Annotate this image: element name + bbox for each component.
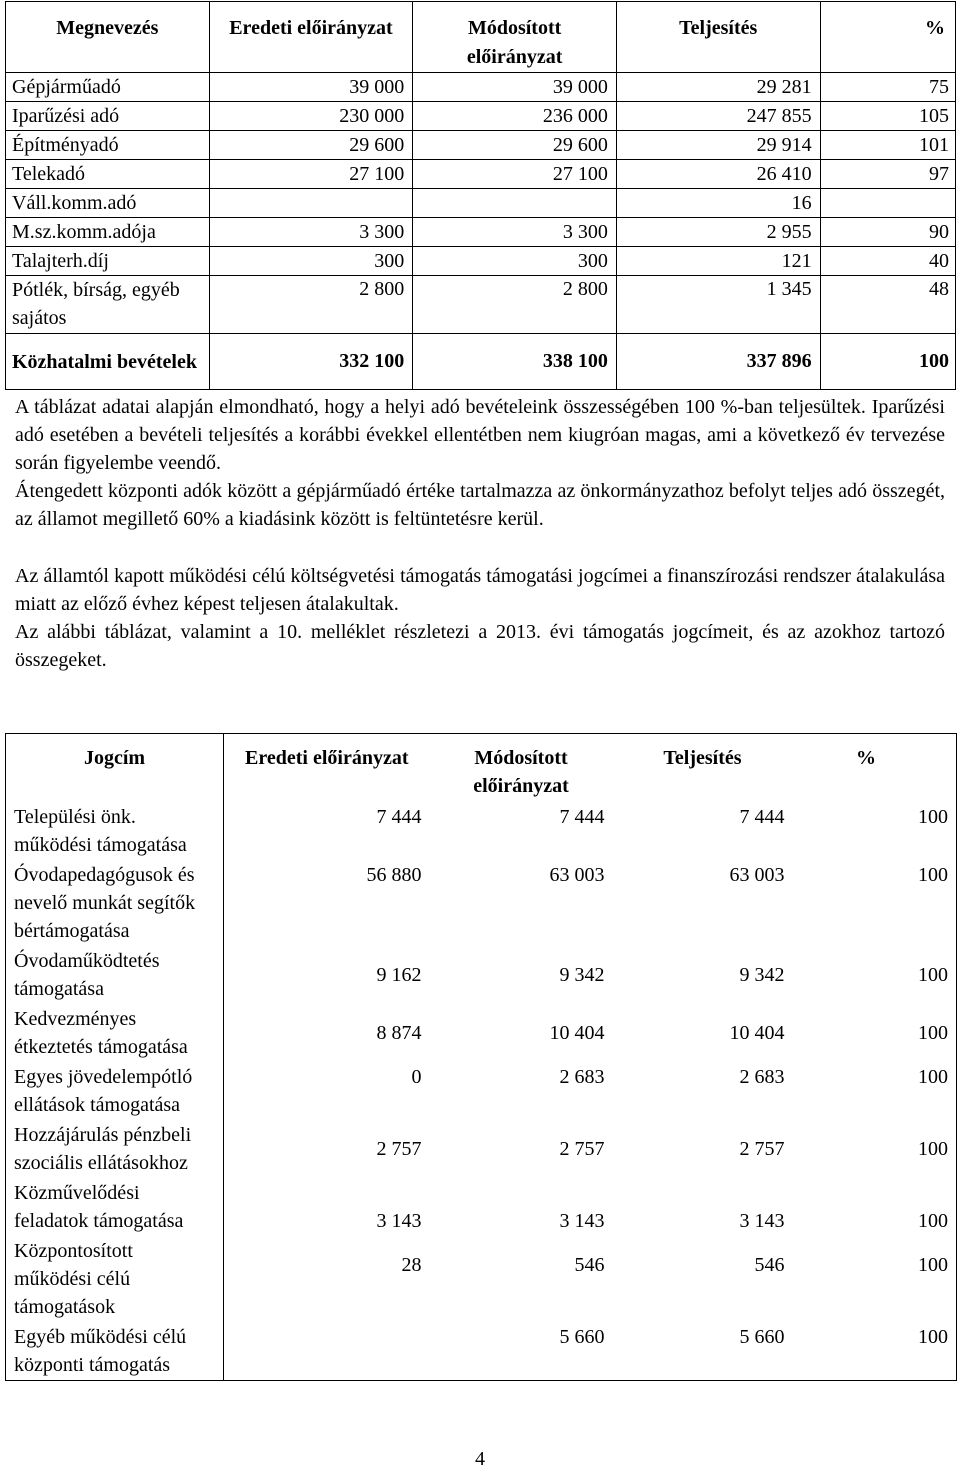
total-pct: 100 <box>820 334 955 390</box>
row-pct: 100 <box>793 1237 957 1323</box>
row-teljesites: 1 345 <box>616 276 820 334</box>
table-row <box>6 1005 957 1063</box>
row-pct: 75 <box>820 73 955 102</box>
row-eredeti: 27 100 <box>209 160 413 189</box>
total-teljesites: 337 896 <box>616 334 820 390</box>
row-teljesites: 2 955 <box>616 218 820 247</box>
row-teljesites: 5 660 <box>613 1323 793 1381</box>
row-pct: 100 <box>793 1063 957 1121</box>
row-modositott: 39 000 <box>413 73 617 102</box>
row-modositott: 236 000 <box>413 102 617 131</box>
row-pct: 105 <box>820 102 955 131</box>
row-teljesites: 26 410 <box>616 160 820 189</box>
row-name: Építményadó <box>6 131 210 160</box>
row-name: Telekadó <box>6 160 210 189</box>
table-row <box>6 131 956 160</box>
state-support-table <box>5 733 957 1381</box>
row-teljesites: 7 444 <box>739 805 785 828</box>
row-modositott: 2 800 <box>413 276 617 334</box>
row-name: Óvodapedagógusok és nevelő munkát segítők bértámogatása <box>6 861 224 947</box>
row-eredeti: 300 <box>209 247 413 276</box>
table-row <box>6 1063 957 1121</box>
row-modositott: 2 757 <box>559 1137 605 1160</box>
row-teljesites: 2 683 <box>739 1065 785 1088</box>
col-header-jogcim: Jogcím <box>6 734 224 803</box>
row-teljesites: 3 143 <box>739 1209 785 1232</box>
row-name: M.sz.komm.adója <box>6 218 210 247</box>
row-modositott: 5 660 <box>430 1323 613 1381</box>
row-name: Települési önk. működési támogatása <box>6 803 224 861</box>
row-modositott: 546 <box>574 1253 605 1276</box>
row-eredeti: 3 300 <box>209 218 413 247</box>
row-teljesites: 10 404 <box>729 1021 785 1044</box>
row-pct: 100 <box>793 1179 957 1237</box>
table-row <box>6 218 956 247</box>
row-teljesites: 546 <box>754 1253 785 1276</box>
paragraph-vehicle-tax: Átengedett központi adók között a gépjárműadó értéke tartalmazza az önkormányzathoz befolyt teljes adó összegét, az államot megillető 60% a kiadásink között is feltüntetésre kerül. <box>15 480 945 530</box>
row-eredeti: 0 <box>411 1065 422 1088</box>
table-row <box>6 1323 957 1381</box>
row-name: Váll.komm.adó <box>6 189 210 218</box>
row-eredeti: 7 444 <box>376 805 422 828</box>
row-eredeti: 8 874 <box>376 1021 422 1044</box>
row-modositott: 63 003 <box>549 863 605 886</box>
row-eredeti: 2 800 <box>209 276 413 334</box>
col-header-name: Megnevezés <box>6 2 210 73</box>
row-eredeti: 3 143 <box>376 1209 422 1232</box>
row-name: Hozzájárulás pénzbeli szociális ellátásokhoz <box>6 1121 224 1179</box>
paragraph-tax-revenue: A táblázat adatai alapján elmondható, hogy a helyi adó bevételeink összességében 100 %-ban teljesültek. Iparűzési adó esetében a bevételi teljesítés a korábbi évekkel ellentétben nem kiugróan magas, ami a következő év tervezése során figyelembe veendő. <box>15 396 945 474</box>
table-row <box>6 73 956 102</box>
table-header-row <box>6 2 956 73</box>
col-header-pct: % <box>793 734 957 803</box>
row-pct: 101 <box>820 131 955 160</box>
row-pct: 90 <box>820 218 955 247</box>
row-name: Talajterh.díj <box>6 247 210 276</box>
table-row <box>6 102 956 131</box>
row-name: Egyéb működési célú központi támogatás <box>6 1323 224 1381</box>
row-pct: 48 <box>820 276 955 334</box>
row-modositott: 27 100 <box>413 160 617 189</box>
row-name: Kedvezményes étkeztetés támogatása <box>6 1005 224 1063</box>
row-teljesites: 29 914 <box>616 131 820 160</box>
row-eredeti: 9 162 <box>376 963 422 986</box>
row-pct: 100 <box>793 803 957 861</box>
row-teljesites: 29 281 <box>616 73 820 102</box>
table-total-row <box>6 334 956 390</box>
row-name: Egyes jövedelempótló ellátások támogatása <box>6 1063 224 1121</box>
table-row <box>6 276 956 334</box>
row-pct: 40 <box>820 247 955 276</box>
row-name: Pótlék, bírság, egyéb sajátos <box>6 276 210 334</box>
total-modositott: 338 100 <box>413 334 617 390</box>
row-name: Közművelődési feladatok támogatása <box>6 1179 224 1237</box>
row-teljesites: 16 <box>616 189 820 218</box>
row-eredeti <box>224 1323 430 1381</box>
row-modositott: 3 300 <box>413 218 617 247</box>
table-row <box>6 160 956 189</box>
col-header-modositott: Módosított előirányzat <box>430 734 613 803</box>
row-eredeti: 39 000 <box>209 73 413 102</box>
row-pct: 100 <box>793 861 957 947</box>
table-row <box>6 189 956 218</box>
row-modositott: 29 600 <box>413 131 617 160</box>
table-row <box>6 947 957 1005</box>
text-block-tax-analysis <box>15 393 945 533</box>
row-modositott <box>413 189 617 218</box>
row-name: Gépjárműadó <box>6 73 210 102</box>
row-teljesites: 2 757 <box>739 1137 785 1160</box>
row-modositott: 2 683 <box>559 1065 605 1088</box>
row-pct: 97 <box>820 160 955 189</box>
row-pct: 100 <box>793 1323 957 1381</box>
row-pct: 100 <box>793 1121 957 1179</box>
table-row <box>6 247 956 276</box>
col-header-modositott: Módosított előirányzat <box>413 2 617 73</box>
table-row <box>6 1237 957 1323</box>
col-header-eredeti: Eredeti előirányzat <box>209 2 413 73</box>
row-eredeti: 2 757 <box>376 1137 422 1160</box>
row-pct <box>820 189 955 218</box>
row-eredeti: 28 <box>401 1253 422 1276</box>
row-eredeti: 56 880 <box>366 863 422 886</box>
row-teljesites: 9 342 <box>739 963 785 986</box>
table-row <box>6 1179 957 1237</box>
row-name: Központosított működési célú támogatások <box>6 1237 224 1323</box>
row-eredeti <box>209 189 413 218</box>
row-name: Iparűzési adó <box>6 102 210 131</box>
row-modositott: 9 342 <box>559 963 605 986</box>
col-header-teljesites: Teljesítés <box>616 2 820 73</box>
row-teljesites: 247 855 <box>616 102 820 131</box>
table-row <box>6 803 957 861</box>
row-teljesites: 63 003 <box>729 863 785 886</box>
row-name: Óvodaműködtetés támogatása <box>6 947 224 1005</box>
paragraph-table-intro: Az alábbi táblázat, valamint a 10. melléklet részletezi a 2013. évi támogatás jogcímeit, és az azokhoz tartozó összegeket. <box>15 621 945 671</box>
col-header-eredeti: Eredeti előirányzat <box>224 734 430 803</box>
row-modositott: 3 143 <box>559 1209 605 1232</box>
text-block-state-support <box>15 562 945 674</box>
row-pct: 100 <box>793 1005 957 1063</box>
col-header-teljesites: Teljesítés <box>613 734 793 803</box>
col-header-pct: % <box>820 2 955 73</box>
tax-revenue-table <box>5 1 956 390</box>
row-modositott: 10 404 <box>549 1021 605 1044</box>
row-eredeti: 230 000 <box>209 102 413 131</box>
row-modositott: 300 <box>413 247 617 276</box>
page-number: 4 <box>475 1448 485 1470</box>
row-pct: 100 <box>793 947 957 1005</box>
row-modositott: 7 444 <box>559 805 605 828</box>
total-eredeti: 332 100 <box>209 334 413 390</box>
table-row <box>6 861 957 947</box>
total-name: Közhatalmi bevételek <box>6 334 210 390</box>
table-header-row <box>6 734 957 803</box>
row-eredeti: 29 600 <box>209 131 413 160</box>
table-row <box>6 1121 957 1179</box>
row-teljesites: 121 <box>616 247 820 276</box>
paragraph-state-support: Az államtól kapott működési célú költségvetési támogatás támogatási jogcímei a finanszírozási rendszer átalakulása miatt az előző évhez képest teljesen átalakultak. <box>15 565 945 615</box>
